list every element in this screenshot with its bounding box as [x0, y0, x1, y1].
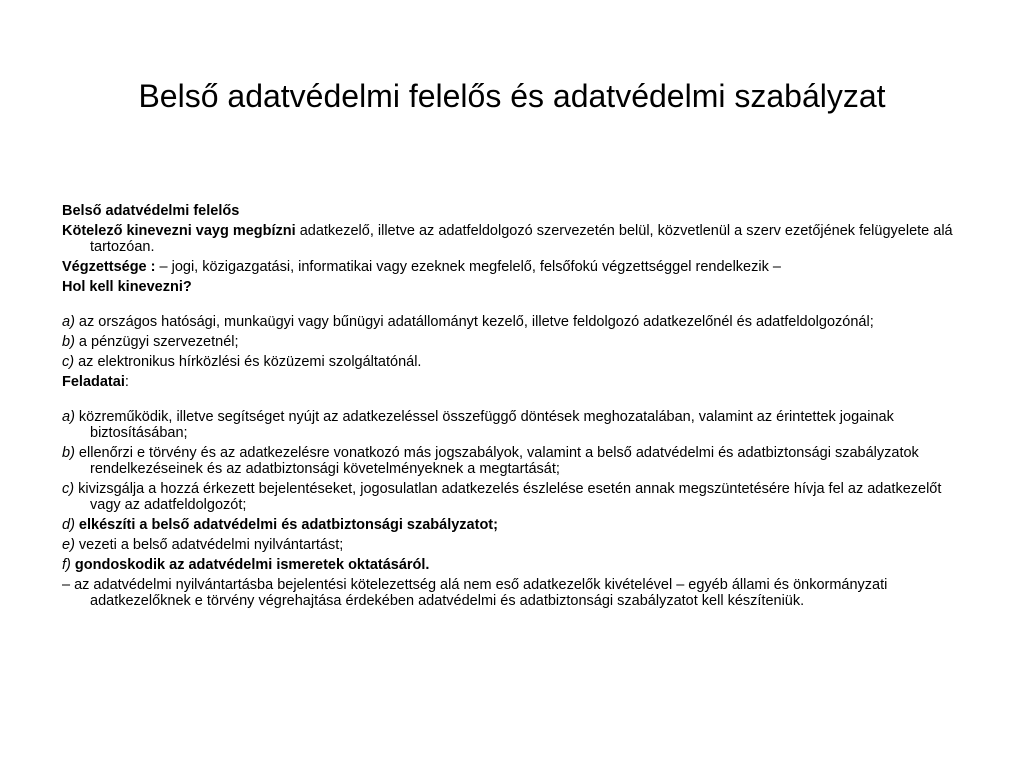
list-letter: d): [62, 517, 75, 533]
paragraph-text: – jogi, közigazgatási, informatikai vagy ezeknek megfelelő, felsőfokú végzettséggel rendelkezik –: [155, 259, 781, 275]
list-letter: e): [62, 537, 75, 553]
list-item-task-c: [62, 481, 974, 513]
list-item-task-a: [62, 409, 974, 441]
slide-body: [62, 203, 974, 613]
list-text: közreműködik, illetve segítséget nyújt az adatkezeléssel összefüggő döntések meghozatalában, valamint az érintettek jogainak biztosításában;: [74, 409, 894, 441]
list-item-task-f: [62, 557, 974, 573]
tasks-heading-colon: :: [124, 374, 129, 390]
slide-title: Belső adatvédelmi felelős és adatvédelmi szabályzat: [138, 78, 886, 114]
list-text: kivizsgálja a hozzá érkezett bejelentéseket, jogosulatlan adatkezelés észlelése esetén annak megszüntetésére hívja fel az adatkezelőt vagy az adatfeldolgozót;: [74, 481, 942, 513]
list-item-task-e: [62, 537, 974, 553]
list-text: ellenőrzi e törvény és az adatkezelésre vonatkozó más jogszabályok, valamint a belső adatvédelmi és adatbiztonsági szabályzatok rendelkezéseinek és az adatbiztonsági követelményeknek a megtartását;: [74, 445, 919, 477]
list-text-bold: elkészíti a belső adatvédelmi és adatbiztonsági szabályzatot;: [74, 517, 498, 533]
list-letter: f): [62, 557, 71, 573]
list-item-task-b: [62, 445, 974, 477]
heading-text: Belső adatvédelmi felelős: [62, 203, 240, 219]
list-item-where-a: [62, 314, 974, 330]
list-text: az országos hatósági, munkaügyi vagy bűnügyi adatállományt kezelő, illetve feldolgozó adatkezelőnél és adatfeldolgozónál;: [74, 314, 874, 330]
paragraph-mandatory: [62, 223, 974, 255]
list-text: a pénzügyi szervezetnél;: [74, 334, 239, 350]
list-item-task-d: [62, 517, 974, 533]
paragraph-text: adatkezelő, illetve az adatfeldolgozó szervezetén belül, közvetlenül a szerv ezetőjének felügyelete alá tartozóan.: [90, 223, 953, 255]
question-where: [62, 279, 974, 295]
list-item-where-b: [62, 334, 974, 350]
list-item-where-c: [62, 354, 974, 370]
list-text-bold: gondoskodik az adatvédelmi ismeretek oktatásáról.: [70, 557, 430, 573]
list-letter: a): [62, 409, 75, 425]
footer-note: – az adatvédelmi nyilvántartásba bejelentési kötelezettség alá nem eső adatkezelők kivételével – egyéb állami és önkormányzati adatkezelőknek e törvény végrehajtása érdekében adatvédelmi és adatbiztonsági szabályzatot kell készíteniük.: [62, 577, 888, 609]
list-letter: b): [62, 445, 75, 461]
list-letter: b): [62, 334, 75, 350]
list-text: vezeti a belső adatvédelmi nyilvántartást;: [74, 537, 344, 553]
paragraph-lead: Végzettsége :: [62, 259, 156, 275]
list-letter: c): [62, 354, 75, 370]
section-heading-dpo: [62, 203, 974, 219]
question-text: Hol kell kinevezni?: [62, 279, 192, 295]
paragraph-lead: Kötelező kinevezni vayg megbízni: [62, 223, 296, 239]
list-letter: a): [62, 314, 75, 330]
paragraph-qualification: [62, 259, 974, 275]
list-text: az elektronikus hírközlési és közüzemi szolgáltatónál.: [74, 354, 422, 370]
tasks-heading: [62, 374, 974, 390]
list-letter: c): [62, 481, 75, 497]
tasks-heading-text: Feladatai: [62, 374, 125, 390]
